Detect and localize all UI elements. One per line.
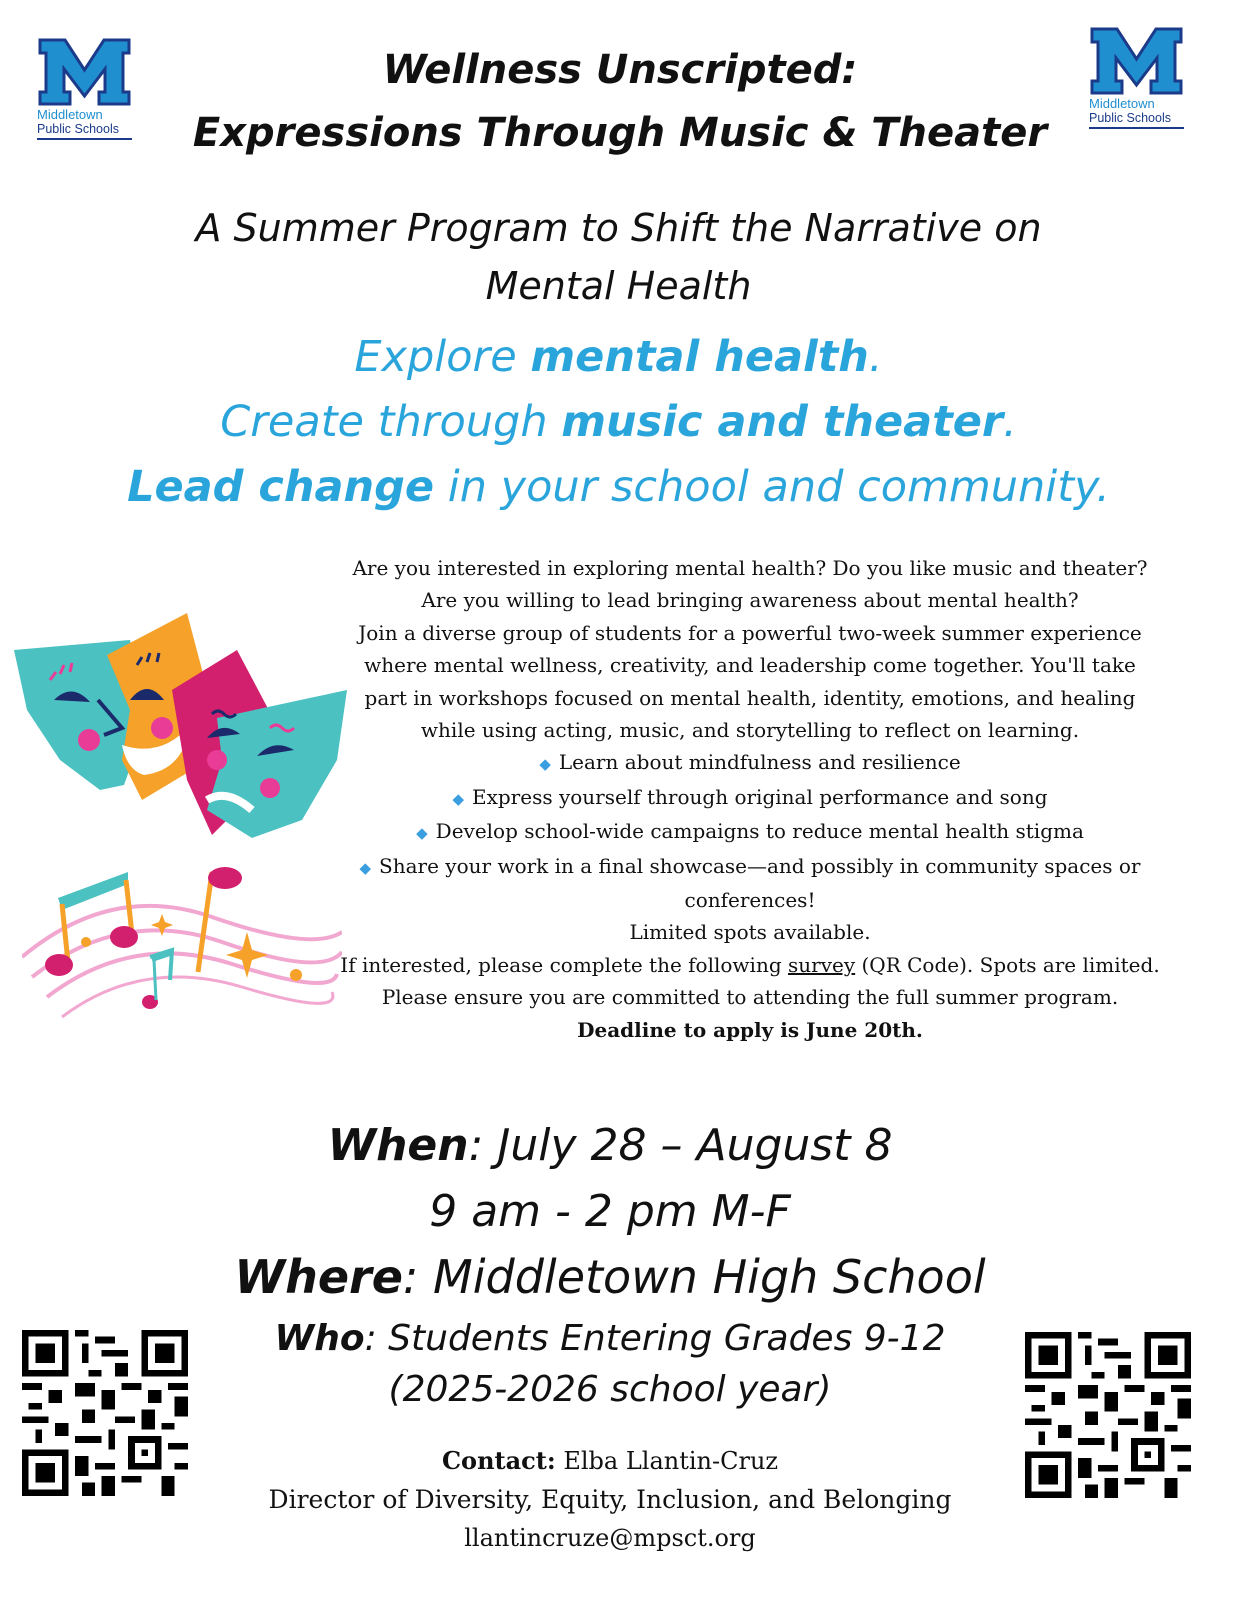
tagline-lead: Lead change in your school and community. xyxy=(127,462,1110,512)
school-year: (2025-2026 school year) xyxy=(388,1369,832,1410)
logo-subtitle: Public Schools xyxy=(37,122,132,140)
logo-name: Middletown xyxy=(1089,96,1155,111)
contact-title: Director of Diversity, Equity, Inclusion, and Belonging xyxy=(268,1485,952,1514)
description-intro: Are you interested in exploring mental health? Do you like music and theater? Are you willing to lead bringing awareness about mental health? xyxy=(352,556,1148,613)
music-notes-icon xyxy=(22,862,342,1022)
logo-name: Middletown xyxy=(37,107,103,122)
subtitle-line2: Mental Health xyxy=(485,264,752,308)
m-logo-icon xyxy=(37,36,132,108)
district-logo-right xyxy=(1089,25,1184,129)
qr-code-icon[interactable] xyxy=(22,1330,188,1496)
diamond-bullet-icon: ◆ xyxy=(452,789,464,808)
survey-link[interactable]: survey xyxy=(788,952,856,977)
m-logo-icon xyxy=(1089,25,1184,97)
diamond-bullet-icon: ◆ xyxy=(416,824,428,843)
page-title-line2: Expressions Through Music & Theater xyxy=(192,110,1048,156)
district-logo-left xyxy=(37,36,132,140)
tagline-explore: Explore mental health. xyxy=(354,332,883,382)
diamond-bullet-icon: ◆ xyxy=(539,755,551,774)
limited-spots-note: Limited spots available. xyxy=(629,920,871,945)
event-audience: Who: Students Entering Grades 9-12 xyxy=(274,1318,946,1359)
event-location: Where: Middletown High School xyxy=(234,1250,986,1304)
qr-code-icon[interactable] xyxy=(1025,1332,1191,1498)
logo-subtitle: Public Schools xyxy=(1089,111,1184,129)
theater-masks-icon xyxy=(12,610,347,845)
tagline-create: Create through music and theater. xyxy=(220,397,1017,447)
list-item: ◆ Develop school-wide campaigns to reduce mental health stigma xyxy=(416,819,1084,844)
list-item: ◆ Express yourself through original performance and song xyxy=(452,784,1048,809)
list-item: ◆ Learn about mindfulness and resilience xyxy=(539,750,961,775)
event-dates: When: July 28 – August 8 xyxy=(327,1120,893,1171)
subtitle-line1: A Summer Program to Shift the Narrative on xyxy=(195,206,1042,250)
apply-instructions: If interested, please complete the following survey (QR Code). Spots are limited. Please ensure you are committed to attending the full summer program. Deadline to apply is June 20th. xyxy=(340,952,1160,1042)
description-join: Join a diverse group of students for a powerful two-week summer experience where mental wellness, creativity, and leadership come together. You'll take part in workshops focused on mental health, identity, emotions, and healing while using acting, music, and storytelling to reflect on learning. xyxy=(358,620,1142,743)
list-item: ◆ Share your work in a final showcase—and possibly in community spaces or conferences! xyxy=(359,853,1141,913)
program-description xyxy=(340,552,1160,1046)
page-title-line1: Wellness Unscripted: xyxy=(382,47,858,93)
event-time: 9 am - 2 pm M-F xyxy=(429,1186,791,1237)
contact-email[interactable]: llantincruze@mpsct.org xyxy=(464,1524,756,1552)
contact-name: Contact: Elba Llantin-Cruz xyxy=(441,1446,779,1475)
diamond-bullet-icon: ◆ xyxy=(359,858,372,877)
application-deadline: Deadline to apply is June 20th. xyxy=(577,1017,923,1042)
